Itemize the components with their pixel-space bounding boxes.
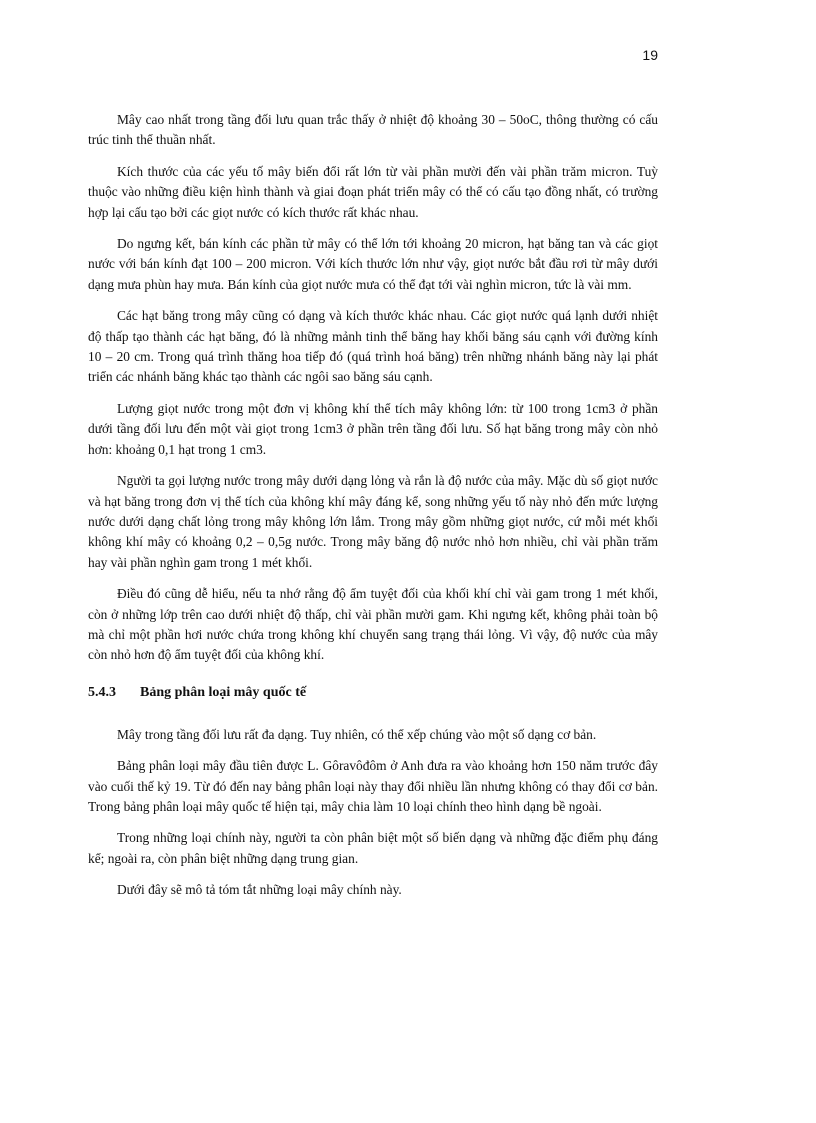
- paragraph: Bảng phân loại mây đầu tiên được L. Gôravôđôm ở Anh đưa ra vào khoảng hơn 150 năm trước đây vào cuối thế kỷ 19. Từ đó đến nay bảng phân loại này thay đổi nhiều lần nhưng không có thay đổi cơ bản. Trong bảng phân loại mây quốc tế hiện tại, mây chia làm 10 loại chính theo hình dạng bề ngoài.: [88, 758, 658, 814]
- paragraph: Trong những loại chính này, người ta còn phân biệt một số biến dạng và những đặc điểm phụ đáng kể; ngoài ra, còn phân biệt những dạng trung gian.: [88, 830, 658, 866]
- paragraph: Người ta gọi lượng nước trong mây dưới dạng lỏng và rắn là độ nước của mây. Mặc dù số giọt nước và hạt băng trong đơn vị thể tích của không khí mây đáng kể, song những yếu tố này nhỏ đến mức lượng nước dưới dạng chất lỏng trong mây không lớn lắm. Trong mây gồm những giọt nước, cứ mỗi mét khối không khí mây có khoảng 0,2 – 0,5g nước. Trong mây băng độ nước nhỏ hơn nhiều, chỉ vài phần trăm hay vài phần nghìn gam trong 1 mét khối.: [88, 473, 658, 570]
- page-body: [88, 110, 658, 912]
- page-number: 19: [642, 47, 658, 63]
- paragraph: Các hạt băng trong mây cũng có dạng và kích thước khác nhau. Các giọt nước quá lạnh dưới nhiệt độ thấp tạo thành các hạt băng, đó là những mảnh tinh thể băng hay khối băng sáu cạnh với đường kính 10 – 20 cm. Trong quá trình thăng hoa tiếp đó (quá trình hoá băng) trên những nhánh băng này lại phát triển các nhánh băng khác tạo thành các ngôi sao băng sáu cạnh.: [88, 308, 658, 385]
- paragraph: Lượng giọt nước trong một đơn vị không khí thể tích mây không lớn: từ 100 trong 1cm3 ở phần dưới tầng đối lưu đến một vài giọt trong 1cm3 ở phần trên tầng đối lưu. Số hạt băng trong mây còn nhỏ hơn: khoảng 0,1 hạt trong 1 cm3.: [88, 400, 658, 457]
- paragraph: Dưới đây sẽ mô tả tóm tắt những loại mây chính này.: [117, 882, 402, 898]
- paragraph: Mây cao nhất trong tầng đối lưu quan trắc thấy ở nhiệt độ khoảng 30 – 50oC, thông thường có cấu trúc tinh thể thuần nhất.: [88, 112, 658, 148]
- section-title: Bảng phân loại mây quốc tế: [140, 684, 307, 700]
- paragraph: Điều đó cũng dễ hiểu, nếu ta nhớ rằng độ ẩm tuyệt đối của khối khí chỉ vài gam trong 1 mét khối, còn ở những lớp trên cao dưới nhiệt độ thấp, chỉ vài phần mười gam. Khi ngưng kết, không phải toàn bộ mà chỉ một phần hơi nước chứa trong không khí chuyển sang trạng thái lỏng. Vì vậy, độ nước của mây còn nhỏ hơn độ ẩm tuyệt đối của không khí.: [88, 586, 658, 663]
- section-number: 5.4.3: [88, 684, 116, 700]
- paragraph: Do ngưng kết, bán kính các phần tử mây có thể lớn tới khoảng 20 micron, hạt băng tan và các giọt nước với bán kính đạt 100 – 200 micron. Với kích thước lớn như vậy, giọt nước bắt đầu rơi từ mây dưới dạng mưa phùn hay mưa. Bán kính của giọt nước mưa có thể đạt tới vài nghìn micron, tức là vài mm.: [88, 236, 658, 292]
- paragraph: Kích thước của các yếu tố mây biến đổi rất lớn từ vài phần mười đến vài phần trăm micron. Tuỳ thuộc vào những điều kiện hình thành và giai đoạn phát triển mây có thể có cấu tạo đồng nhất, có trường hợp lại cấu tạo bởi các giọt nước có kích thước rất khác nhau.: [88, 163, 658, 220]
- section-heading: [88, 683, 658, 703]
- paragraph: Mây trong tầng đối lưu rất đa dạng. Tuy nhiên, có thể xếp chúng vào một số dạng cơ bản.: [117, 726, 597, 742]
